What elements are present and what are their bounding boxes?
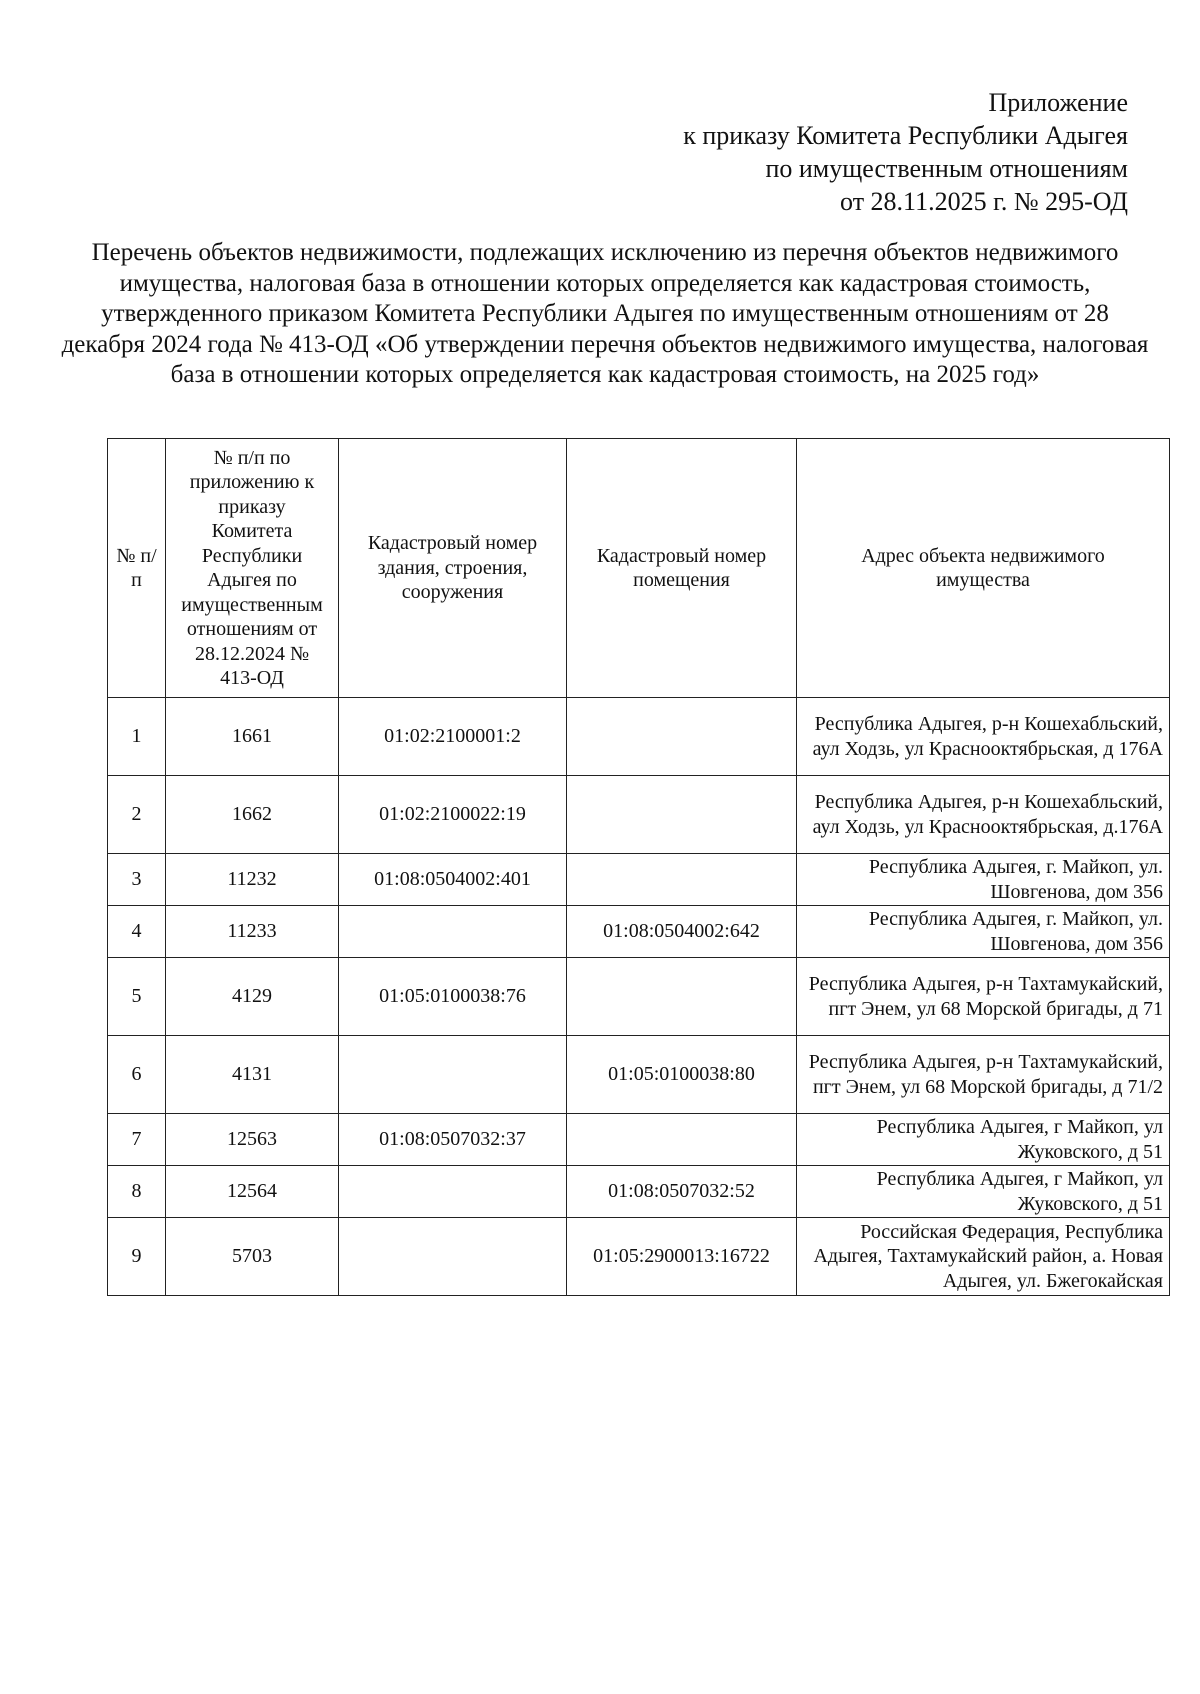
cell-number: 4: [108, 906, 166, 958]
cell-building: [339, 906, 567, 958]
appendix-header: [683, 86, 1128, 218]
cell-reference: 5703: [166, 1218, 339, 1296]
table-row: [108, 1036, 1170, 1114]
cell-room: 01:05:0100038:80: [567, 1036, 797, 1114]
cell-room: 01:05:2900013:16722: [567, 1218, 797, 1296]
cell-address: Республика Адыгея, г. Майкоп, ул. Шовгенова, дом 356: [797, 854, 1170, 906]
table-row: [108, 698, 1170, 776]
table-row: [108, 1218, 1170, 1296]
cell-number: 6: [108, 1036, 166, 1114]
table-row: [108, 776, 1170, 854]
appendix-line: от 28.11.2025 г. № 295-ОД: [840, 187, 1128, 216]
cell-room: [567, 698, 797, 776]
header-room-cadastral: Кадастровый номер помещения: [567, 439, 797, 698]
cell-reference: 4129: [166, 958, 339, 1036]
cell-reference: 11233: [166, 906, 339, 958]
cell-number: 9: [108, 1218, 166, 1296]
cell-number: 1: [108, 698, 166, 776]
table-row: [108, 906, 1170, 958]
cell-room: 01:08:0507032:52: [567, 1166, 797, 1218]
cell-address: Республика Адыгея, р-н Тахтамукайский, пгт Энем, ул 68 Морской бригады, д 71: [797, 958, 1170, 1036]
header-number: № п/п: [108, 439, 166, 698]
cell-building: 01:08:0507032:37: [339, 1114, 567, 1166]
cell-number: 2: [108, 776, 166, 854]
cell-address: Республика Адыгея, г. Майкоп, ул. Шовгенова, дом 356: [797, 906, 1170, 958]
header-address: Адрес объекта недвижимого имущества: [797, 439, 1170, 698]
table-row: [108, 958, 1170, 1036]
table-header-row: [108, 439, 1170, 698]
cell-building: 01:02:2100001:2: [339, 698, 567, 776]
cell-room: [567, 776, 797, 854]
cell-address: Республика Адыгея, г Майкоп, ул Жуковского, д 51: [797, 1114, 1170, 1166]
cell-building: 01:08:0504002:401: [339, 854, 567, 906]
cell-room: [567, 958, 797, 1036]
cell-number: 5: [108, 958, 166, 1036]
cell-building: 01:02:2100022:19: [339, 776, 567, 854]
cell-reference: 12563: [166, 1114, 339, 1166]
cell-reference: 4131: [166, 1036, 339, 1114]
appendix-line: по имущественным отношениям: [765, 154, 1128, 183]
cell-building: [339, 1218, 567, 1296]
table-row: [108, 1114, 1170, 1166]
cell-address: Республика Адыгея, р-н Кошехабльский, аул Ходзь, ул Краснооктябрьская, д.176А: [797, 776, 1170, 854]
cell-reference: 12564: [166, 1166, 339, 1218]
cell-number: 7: [108, 1114, 166, 1166]
header-reference-number: № п/п по приложению к приказу Комитета Республики Адыгея по имущественным отношениям от 28.12.2024 № 413-ОД: [166, 439, 339, 698]
cell-room: 01:08:0504002:642: [567, 906, 797, 958]
cell-address: Республика Адыгея, р-н Тахтамукайский, пгт Энем, ул 68 Морской бригады, д 71/2: [797, 1036, 1170, 1114]
cell-building: [339, 1036, 567, 1114]
cell-number: 8: [108, 1166, 166, 1218]
cell-building: 01:05:0100038:76: [339, 958, 567, 1036]
cell-address: Республика Адыгея, р-н Кошехабльский, аул Ходзь, ул Краснооктябрьская, д 176А: [797, 698, 1170, 776]
header-building-cadastral: Кадастровый номер здания, строения, сооружения: [339, 439, 567, 698]
cell-reference: 1661: [166, 698, 339, 776]
cell-building: [339, 1166, 567, 1218]
table-row: [108, 1166, 1170, 1218]
cell-address: Российская Федерация, Республика Адыгея, Тахтамукайский район, а. Новая Адыгея, ул. Бжегокайская: [797, 1218, 1170, 1296]
cell-room: [567, 854, 797, 906]
cell-number: 3: [108, 854, 166, 906]
document-title: Перечень объектов недвижимости, подлежащих исключению из перечня объектов недвижимого имущества, налоговая база в отношении которых определяется как кадастровая стоимость, утвержденного приказом Комитета Республики Адыгея по имущественным отношениям от 28 декабря 2024 года № 413-ОД «Об утверждении перечня объектов недвижимого имущества, налоговая база в отношении которых определяется как кадастровая стоимость, на 2025 год»: [61, 239, 1149, 388]
cell-reference: 11232: [166, 854, 339, 906]
appendix-line: Приложение: [988, 88, 1128, 117]
cell-room: [567, 1114, 797, 1166]
appendix-line: к приказу Комитета Республики Адыгея: [683, 121, 1128, 150]
objects-table: [107, 438, 1170, 1296]
cell-reference: 1662: [166, 776, 339, 854]
table-row: [108, 854, 1170, 906]
cell-address: Республика Адыгея, г Майкоп, ул Жуковского, д 51: [797, 1166, 1170, 1218]
